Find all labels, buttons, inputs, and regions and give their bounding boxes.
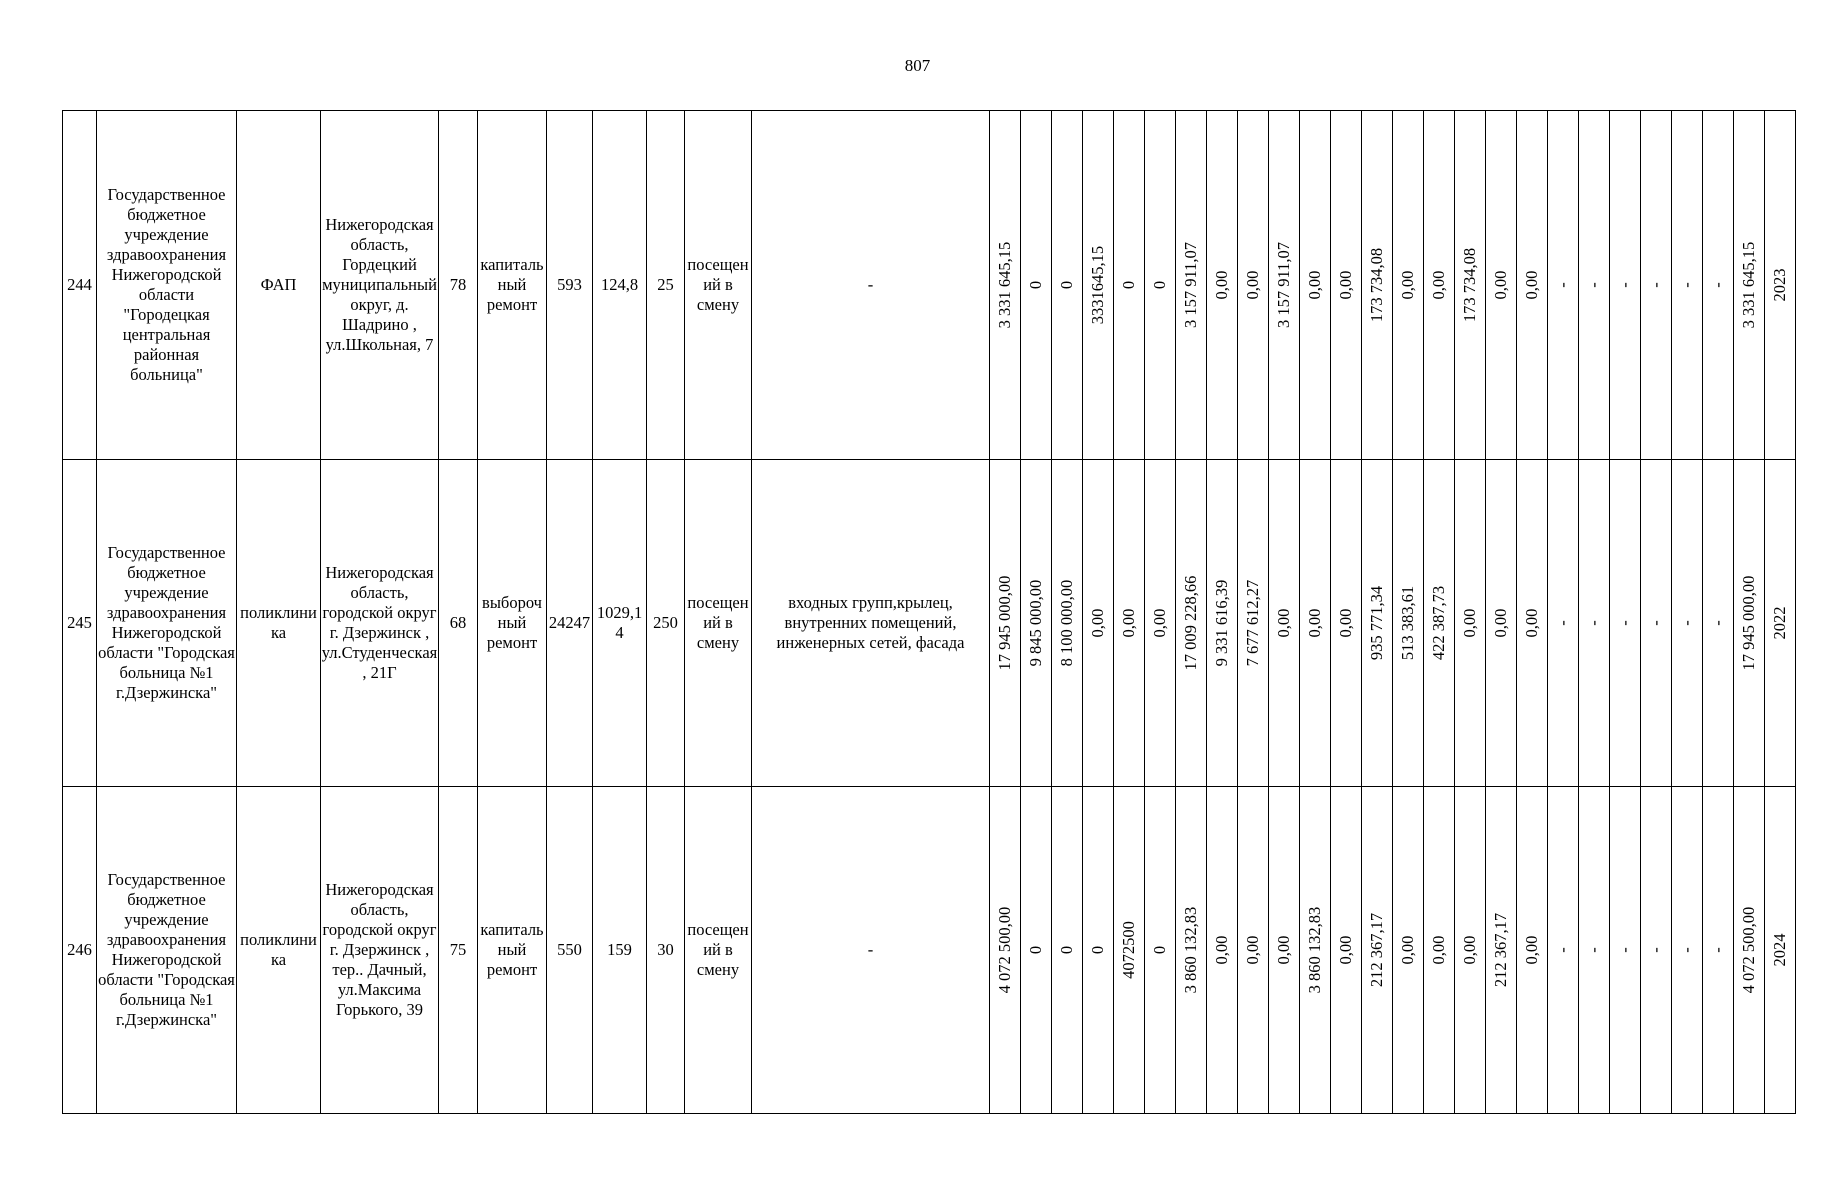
- amount-value: 8 100 000,00: [1057, 579, 1076, 667]
- cell-amount: [1517, 787, 1548, 1114]
- amount-value: 0,00: [1305, 270, 1324, 300]
- amount-value: 0,00: [1460, 608, 1479, 638]
- cell-works-list: -: [752, 787, 990, 1114]
- cell-amount: [1238, 787, 1269, 1114]
- cell-capacity-unit: посещений в смену: [685, 460, 752, 787]
- cell-amount: [1610, 787, 1641, 1114]
- cell-amount: [1207, 787, 1238, 1114]
- cell-amount: [1269, 460, 1300, 787]
- amount-value: -: [1553, 282, 1572, 288]
- amount-value: 17 945 000,00: [995, 575, 1014, 671]
- cell-capacity: 250: [647, 460, 685, 787]
- amount-value: -: [1646, 620, 1665, 626]
- cell-repair-area: 1029,14: [593, 460, 647, 787]
- cell-address: Нижегородская область, городской округ г. Дзержинск , ул.Студенческая, 21Г: [321, 460, 439, 787]
- amount-value: -: [1615, 620, 1634, 626]
- amount-value: -: [1615, 282, 1634, 288]
- amount-value: 173 734,08: [1367, 247, 1386, 323]
- amount-value: 0: [1088, 945, 1107, 955]
- amount-value: 3331645,15: [1088, 245, 1107, 325]
- cell-capacity-unit: посещений в смену: [685, 111, 752, 460]
- amount-value: 3 331 645,15: [1739, 241, 1758, 329]
- cell-amount: [1734, 460, 1765, 787]
- amount-value: -: [1677, 620, 1696, 626]
- cell-amount: [1455, 460, 1486, 787]
- amount-value: 9 331 616,39: [1212, 579, 1231, 667]
- cell-amount: [1393, 111, 1424, 460]
- cell-amount: [1021, 787, 1052, 1114]
- amount-value: 0,00: [1491, 270, 1510, 300]
- table-row: [63, 460, 1796, 787]
- cell-amount: [1486, 787, 1517, 1114]
- amount-value: 4 072 500,00: [995, 906, 1014, 994]
- cell-amount: [1331, 460, 1362, 787]
- cell-amount: [1579, 111, 1610, 460]
- cell-amount: [1455, 111, 1486, 460]
- cell-organization: Государственное бюджетное учреждение здравоохранения Нижегородской области "Городская больница №1 г.Дзержинска": [97, 787, 237, 1114]
- cell-works-list: -: [752, 111, 990, 460]
- amount-value: 0,00: [1398, 270, 1417, 300]
- amount-value: 0,00: [1398, 935, 1417, 965]
- cell-repair-area: 159: [593, 787, 647, 1114]
- cell-amount: [1114, 111, 1145, 460]
- capital-repair-table: [62, 110, 1796, 1114]
- amount-value: 4072500: [1119, 921, 1138, 979]
- cell-amount: [1083, 111, 1114, 460]
- amount-value: 935 771,34: [1367, 585, 1386, 661]
- amount-value: 0,00: [1522, 270, 1541, 300]
- cell-amount: [1145, 460, 1176, 787]
- amount-value: 0: [1026, 945, 1045, 955]
- cell-amount: [1486, 111, 1517, 460]
- amount-value: 0: [1150, 280, 1169, 290]
- amount-value: 3 860 132,83: [1181, 906, 1200, 994]
- cell-amount: [1424, 111, 1455, 460]
- cell-amount: [1269, 787, 1300, 1114]
- cell-amount: [1486, 460, 1517, 787]
- cell-amount: [1114, 787, 1145, 1114]
- cell-amount: [1424, 460, 1455, 787]
- cell-amount: [1765, 787, 1796, 1114]
- cell-amount: [1300, 787, 1331, 1114]
- amount-value: -: [1708, 947, 1727, 953]
- cell-amount: [990, 460, 1021, 787]
- amount-value: 3 331 645,15: [995, 241, 1014, 329]
- cell-amount: [1424, 787, 1455, 1114]
- page-number: 807: [904, 56, 931, 75]
- cell-amount: [1455, 787, 1486, 1114]
- cell-organization: Государственное бюджетное учреждение здравоохранения Нижегородской области "Городская больница №1 г.Дзержинска": [97, 460, 237, 787]
- cell-amount: [1641, 460, 1672, 787]
- cell-amount: [1610, 111, 1641, 460]
- cell-amount: [1052, 460, 1083, 787]
- amount-value: 0,00: [1305, 608, 1324, 638]
- amount-value: -: [1646, 947, 1665, 953]
- cell-number: 245: [63, 460, 97, 787]
- cell-amount: [1579, 460, 1610, 787]
- amount-value: 0,00: [1243, 270, 1262, 300]
- cell-amount: [1238, 111, 1269, 460]
- cell-amount: [1083, 460, 1114, 787]
- amount-value: 0,00: [1522, 608, 1541, 638]
- amount-value: 0: [1057, 280, 1076, 290]
- amount-value: 0,00: [1429, 270, 1448, 300]
- amount-value: 2023: [1770, 268, 1789, 302]
- cell-repair-type: капитальный ремонт: [478, 111, 547, 460]
- amount-value: 4 072 500,00: [1739, 906, 1758, 994]
- amount-value: 3 157 911,07: [1274, 241, 1293, 329]
- cell-amount: [1300, 111, 1331, 460]
- cell-amount: [1021, 460, 1052, 787]
- amount-value: 173 734,08: [1460, 247, 1479, 323]
- cell-facility-type: поликлиника: [237, 787, 321, 1114]
- amount-value: 7 677 612,27: [1243, 579, 1262, 667]
- cell-amount: [1765, 111, 1796, 460]
- amount-value: 17 009 228,66: [1181, 575, 1200, 671]
- amount-value: -: [1553, 620, 1572, 626]
- cell-amount: [1362, 787, 1393, 1114]
- amount-value: 422 387,73: [1429, 585, 1448, 661]
- cell-number: 246: [63, 787, 97, 1114]
- cell-amount: [1517, 111, 1548, 460]
- cell-organization: Государственное бюджетное учреждение здравоохранения Нижегородской области "Городецкая центральная районная больница": [97, 111, 237, 460]
- amount-value: -: [1708, 620, 1727, 626]
- cell-amount: [990, 787, 1021, 1114]
- cell-address: Нижегородская область, городской округ г. Дзержинск , тер.. Дачный, ул.Максима Горького, 39: [321, 787, 439, 1114]
- amount-value: 0,00: [1336, 270, 1355, 300]
- cell-amount: [1176, 111, 1207, 460]
- cell-amount: [1238, 460, 1269, 787]
- cell-amount: [1362, 111, 1393, 460]
- cell-amount: [1083, 787, 1114, 1114]
- amount-value: 0,00: [1460, 935, 1479, 965]
- cell-number: 244: [63, 111, 97, 460]
- amount-value: 0,00: [1119, 608, 1138, 638]
- amount-value: 0,00: [1150, 608, 1169, 638]
- amount-value: 2024: [1770, 933, 1789, 967]
- amount-value: -: [1708, 282, 1727, 288]
- cell-year-built: 75: [439, 787, 478, 1114]
- cell-amount: [1145, 787, 1176, 1114]
- cell-amount: [1641, 787, 1672, 1114]
- cell-amount: [1672, 787, 1703, 1114]
- cell-address: Нижегородская область, Гордецкий муниципальный округ, д. Шадрино , ул.Школьная, 7: [321, 111, 439, 460]
- cell-amount: [1703, 787, 1734, 1114]
- amount-value: 0,00: [1336, 608, 1355, 638]
- cell-amount: [1579, 787, 1610, 1114]
- cell-amount: [1114, 460, 1145, 787]
- cell-amount: [1765, 460, 1796, 787]
- amount-value: 2022: [1770, 606, 1789, 640]
- amount-value: 0,00: [1088, 608, 1107, 638]
- cell-amount: [1300, 460, 1331, 787]
- cell-works-list: входных групп,крылец, внутренних помещений, инженерных сетей, фасада: [752, 460, 990, 787]
- amount-value: 17 945 000,00: [1739, 575, 1758, 671]
- cell-amount: [1176, 787, 1207, 1114]
- cell-amount: [1548, 787, 1579, 1114]
- amount-value: 513 383,61: [1398, 585, 1417, 661]
- amount-value: 0,00: [1522, 935, 1541, 965]
- amount-value: 0,00: [1274, 608, 1293, 638]
- amount-value: 0,00: [1491, 608, 1510, 638]
- cell-year-built: 68: [439, 460, 478, 787]
- cell-amount: [1269, 111, 1300, 460]
- cell-capacity-unit: посещений в смену: [685, 787, 752, 1114]
- amount-value: 9 845 000,00: [1026, 579, 1045, 667]
- amount-value: 0: [1119, 280, 1138, 290]
- cell-amount: [1610, 460, 1641, 787]
- cell-amount: [1362, 460, 1393, 787]
- cell-total-area: 24247: [547, 460, 593, 787]
- cell-amount: [1672, 460, 1703, 787]
- cell-amount: [1207, 111, 1238, 460]
- cell-amount: [1548, 460, 1579, 787]
- amount-value: -: [1584, 620, 1603, 626]
- cell-amount: [1703, 460, 1734, 787]
- amount-value: 0: [1026, 280, 1045, 290]
- amount-value: 0,00: [1243, 935, 1262, 965]
- cell-repair-area: 124,8: [593, 111, 647, 460]
- cell-repair-type: капитальный ремонт: [478, 787, 547, 1114]
- cell-amount: [1207, 460, 1238, 787]
- table-row: [63, 111, 1796, 460]
- cell-repair-type: выборочный ремонт: [478, 460, 547, 787]
- cell-total-area: 593: [547, 111, 593, 460]
- cell-amount: [1703, 111, 1734, 460]
- cell-capacity: 30: [647, 787, 685, 1114]
- cell-amount: [1517, 460, 1548, 787]
- cell-amount: [1176, 460, 1207, 787]
- amount-value: -: [1553, 947, 1572, 953]
- cell-amount: [1393, 460, 1424, 787]
- amount-value: 0,00: [1274, 935, 1293, 965]
- cell-amount: [1052, 111, 1083, 460]
- amount-value: -: [1584, 947, 1603, 953]
- amount-value: 0: [1057, 945, 1076, 955]
- amount-value: 3 860 132,83: [1305, 906, 1324, 994]
- cell-amount: [1734, 787, 1765, 1114]
- amount-value: -: [1677, 947, 1696, 953]
- cell-amount: [1331, 111, 1362, 460]
- cell-amount: [1548, 111, 1579, 460]
- amount-value: -: [1646, 282, 1665, 288]
- amount-value: 0,00: [1212, 935, 1231, 965]
- cell-amount: [1145, 111, 1176, 460]
- cell-amount: [1021, 111, 1052, 460]
- cell-amount: [1672, 111, 1703, 460]
- amount-value: 0,00: [1429, 935, 1448, 965]
- amount-value: 212 367,17: [1491, 912, 1510, 988]
- amount-value: -: [1677, 282, 1696, 288]
- cell-facility-type: поликлиника: [237, 460, 321, 787]
- cell-amount: [1331, 787, 1362, 1114]
- cell-facility-type: ФАП: [237, 111, 321, 460]
- amount-value: 212 367,17: [1367, 912, 1386, 988]
- cell-amount: [1734, 111, 1765, 460]
- cell-amount: [1052, 787, 1083, 1114]
- amount-value: -: [1584, 282, 1603, 288]
- amount-value: 3 157 911,07: [1181, 241, 1200, 329]
- cell-amount: [1393, 787, 1424, 1114]
- cell-capacity: 25: [647, 111, 685, 460]
- amount-value: 0,00: [1212, 270, 1231, 300]
- table-row: [63, 787, 1796, 1114]
- cell-total-area: 550: [547, 787, 593, 1114]
- amount-value: 0,00: [1336, 935, 1355, 965]
- cell-amount: [990, 111, 1021, 460]
- amount-value: 0: [1150, 945, 1169, 955]
- cell-amount: [1641, 111, 1672, 460]
- amount-value: -: [1615, 947, 1634, 953]
- cell-year-built: 78: [439, 111, 478, 460]
